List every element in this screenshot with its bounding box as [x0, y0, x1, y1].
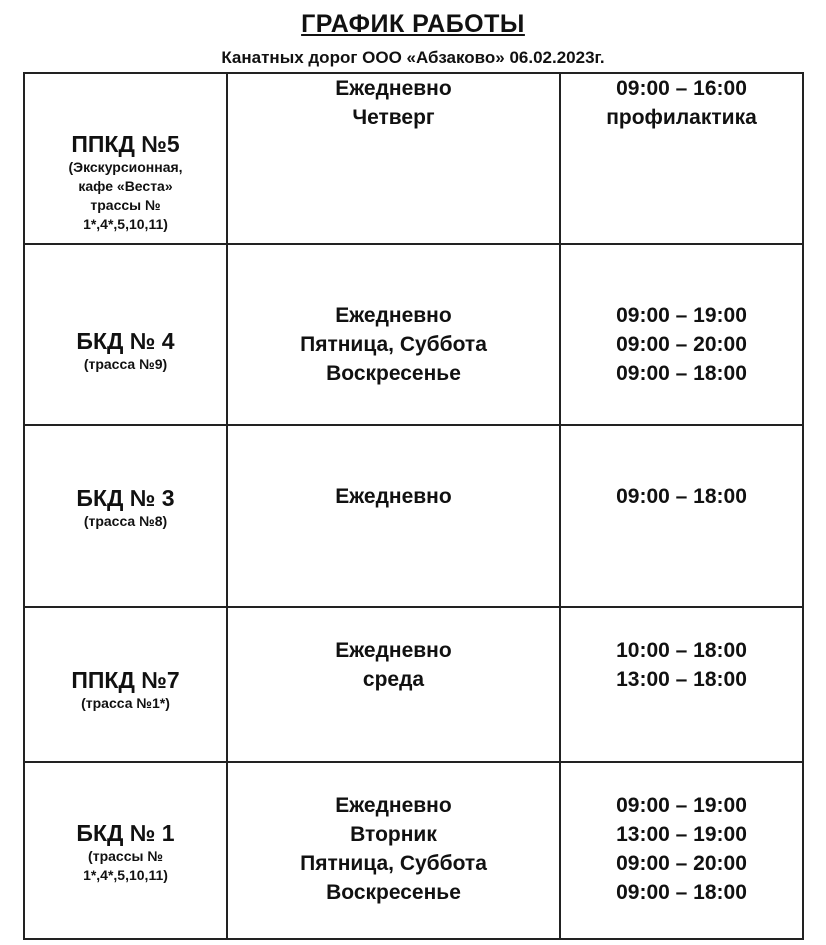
days-cell: [227, 73, 560, 244]
table-row: [24, 73, 803, 244]
lift-name: ППКД №7: [71, 667, 180, 693]
table-row: [24, 425, 803, 607]
table-row: [24, 762, 803, 939]
hours-value: 09:00 – 19:00: [616, 794, 747, 817]
hours-value: 09:00 – 20:00: [616, 333, 747, 356]
lift-cell: [24, 73, 227, 244]
day-label: Ежедневно: [335, 304, 452, 327]
hours-value: 13:00 – 18:00: [616, 668, 747, 691]
day-label: Воскресенье: [326, 881, 461, 904]
day-label: Воскресенье: [326, 362, 461, 385]
day-label: Пятница, Суббота: [300, 852, 487, 875]
hours-value: 10:00 – 18:00: [616, 639, 747, 662]
hours-value: 09:00 – 18:00: [616, 485, 747, 508]
lift-note: (трасса №9): [83, 356, 168, 372]
hours-value: 13:00 – 19:00: [616, 823, 747, 846]
hours-cell: [560, 425, 803, 607]
days-cell: [227, 425, 560, 607]
day-label: Ежедневно: [335, 794, 452, 817]
lift-cell: [24, 762, 227, 939]
table-row: [24, 244, 803, 425]
days-cell: [227, 762, 560, 939]
day-label: Вторник: [350, 823, 437, 846]
hours-value: 09:00 – 16:00: [616, 77, 747, 100]
lift-note: трассы №: [90, 197, 161, 213]
page-title: ГРАФИК РАБОТЫ: [301, 10, 525, 38]
lift-note: 1*,4*,5,10,11): [83, 216, 168, 232]
day-label: среда: [362, 668, 425, 691]
lift-note: (трасса №8): [83, 513, 168, 529]
schedule-table: [23, 72, 804, 940]
lift-name: ППКД №5: [71, 131, 180, 157]
hours-value: 09:00 – 18:00: [616, 881, 747, 904]
hours-value: 09:00 – 20:00: [616, 852, 747, 875]
lift-note: кафе «Веста»: [78, 178, 173, 194]
hours-value: 09:00 – 19:00: [616, 304, 747, 327]
hours-cell: [560, 607, 803, 762]
lift-note: (трассы №: [88, 848, 163, 864]
day-label: Ежедневно: [335, 485, 452, 508]
lift-cell: [24, 607, 227, 762]
days-cell: [227, 607, 560, 762]
lift-note: (Экскурсионная,: [68, 159, 183, 175]
lift-name: БКД № 1: [76, 820, 175, 846]
hours-cell: [560, 244, 803, 425]
hours-cell: [560, 73, 803, 244]
day-label: Пятница, Суббота: [300, 333, 487, 356]
lift-name: БКД № 3: [76, 485, 175, 511]
lift-note: (трасса №1*): [81, 695, 170, 711]
table-row: [24, 607, 803, 762]
lift-note: 1*,4*,5,10,11): [83, 867, 168, 883]
hours-cell: [560, 762, 803, 939]
hours-value: 09:00 – 18:00: [616, 362, 747, 385]
lift-cell: [24, 244, 227, 425]
page-subtitle: Канатных дорог ООО «Абзаково» 06.02.2023г.: [221, 48, 605, 67]
day-label: Четверг: [352, 106, 435, 129]
days-cell: [227, 244, 560, 425]
hours-value: профилактика: [606, 106, 757, 129]
lift-cell: [24, 425, 227, 607]
day-label: Ежедневно: [335, 639, 452, 662]
day-label: Ежедневно: [335, 77, 452, 100]
lift-name: БКД № 4: [76, 328, 175, 354]
